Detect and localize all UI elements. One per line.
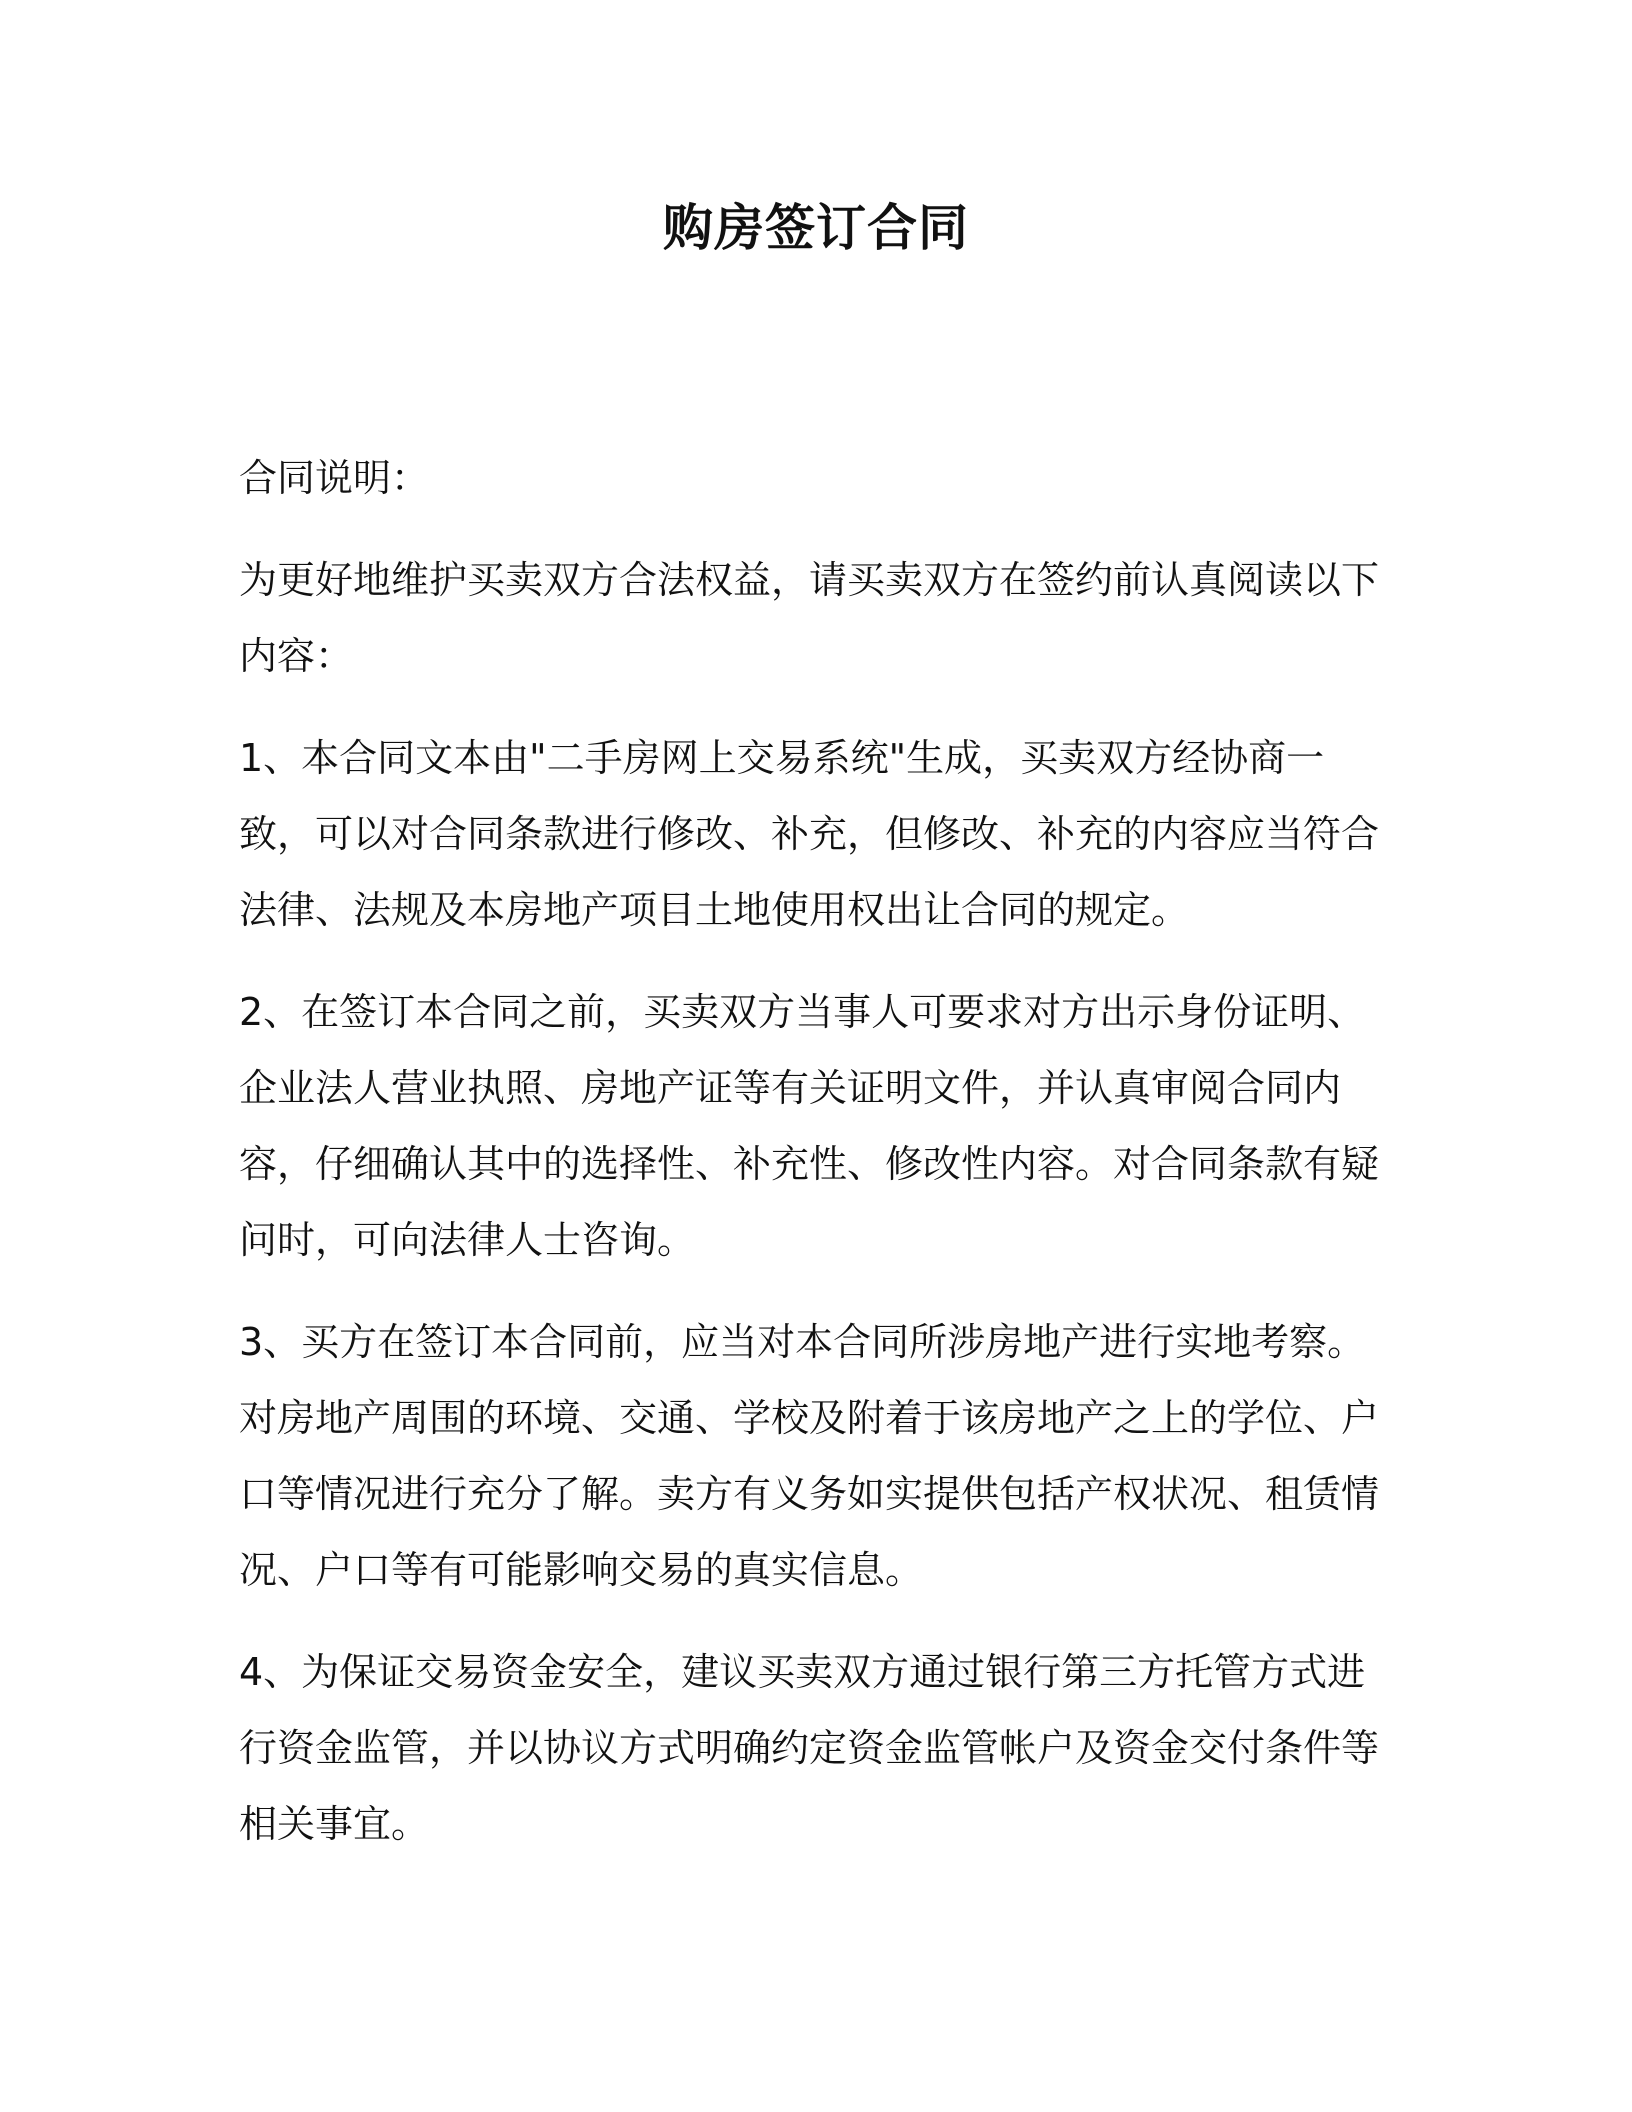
document-title: 购房签订合同	[663, 199, 969, 257]
document-body	[239, 440, 1391, 1888]
intro-paragraph: 为更好地维护买卖双方合法权益，请买卖双方在签约前认真阅读以下内容：	[239, 558, 1380, 678]
clause-4: 4、为保证交易资金安全，建议买卖双方通过银行第三方托管方式进行资金监管，并以协议方式明确约定资金监管帐户及资金交付条件等相关事宜。	[239, 1650, 1380, 1846]
contract-notes-heading: 合同说明：	[239, 456, 430, 500]
clause-3: 3、买方在签订本合同前，应当对本合同所涉房地产进行实地考察。对房地产周围的环境、交通、学校及附着于该房地产之上的学位、户口等情况进行充分了解。卖方有义务如实提供包括产权状况、租赁情况、户口等有可能影响交易的真实信息。	[239, 1320, 1380, 1592]
clause-1: 1、本合同文本由"二手房网上交易系统"生成，买卖双方经协商一致，可以对合同条款进行修改、补充，但修改、补充的内容应当符合法律、法规及本房地产项目土地使用权出让合同的规定。	[239, 736, 1380, 932]
clause-2: 2、在签订本合同之前，买卖双方当事人可要求对方出示身份证明、企业法人营业执照、房地产证等有关证明文件，并认真审阅合同内容，仔细确认其中的选择性、补充性、修改性内容。对合同条款有疑问时，可向法律人士咨询。	[239, 990, 1380, 1262]
